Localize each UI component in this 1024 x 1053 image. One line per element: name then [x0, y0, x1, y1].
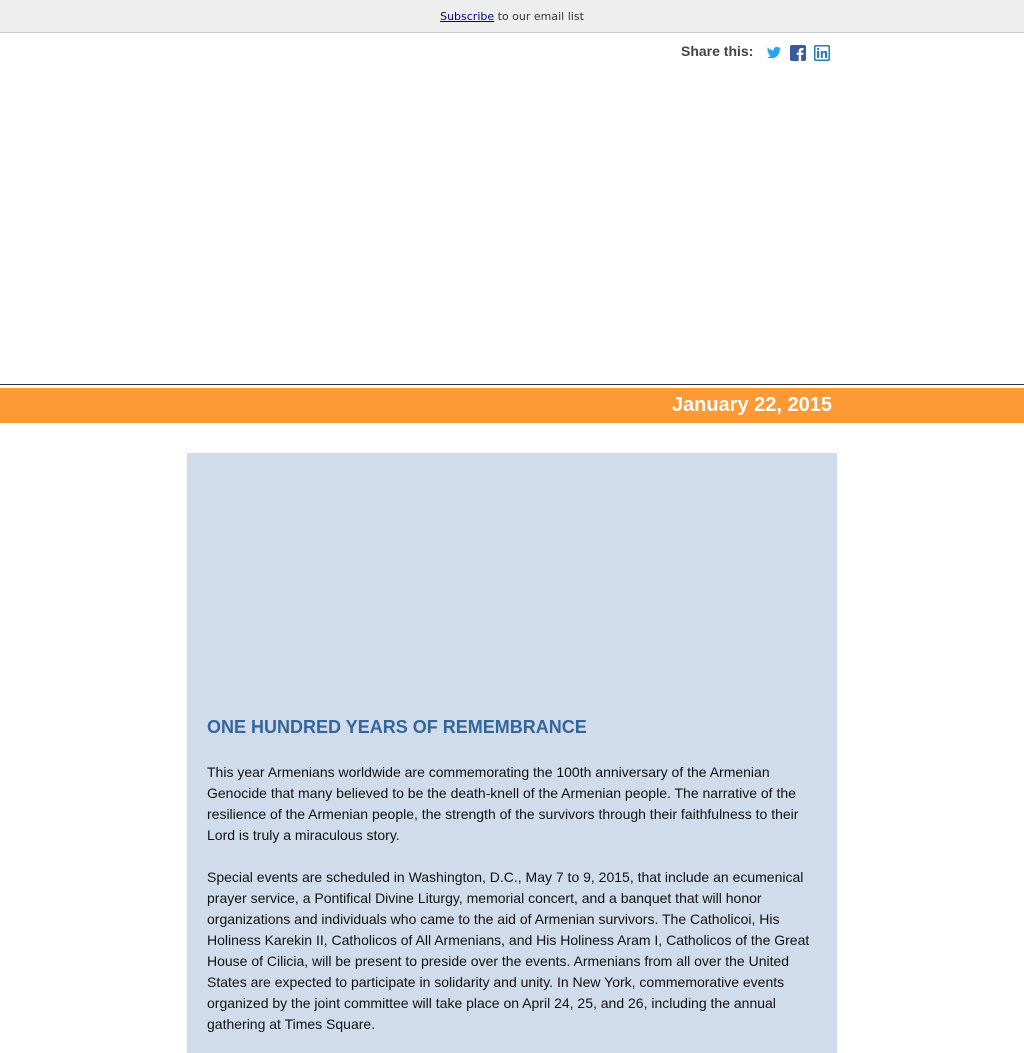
subscribe-bar — [0, 0, 1024, 33]
linkedin-icon[interactable] — [813, 44, 831, 62]
facebook-icon[interactable] — [789, 44, 807, 62]
date-band — [0, 388, 1024, 423]
subscribe-link[interactable]: Subscribe — [440, 10, 495, 23]
issue-date: January 22, 2015 — [671, 394, 832, 416]
header-divider — [0, 384, 1024, 385]
subscribe-suffix-text: to our email list — [494, 10, 584, 23]
article-paragraph: Special events are scheduled in Washington, D.C., May 7 to 9, 2015, that include an ecumenical prayer service, a Pontifical Divine Liturgy, memorial concert, and a banquet that will honor organizations and individuals who came to the aid of Armenian survivors. The Catholicoi, His Holiness Karekin II, Catholicos of All Armenians, and His Holiness Aram I, Catholicos of the Great House of Cilicia, will be present to preside over the events. Armenians from all over the United States are expected to participate in solidarity and unity. In New York, commemorative events organized by the joint committee will take place on April 24, 25, and 26, including the annual gathering at Times Square. — [207, 869, 810, 1032]
twitter-icon[interactable] — [765, 44, 783, 62]
article-paragraph: This year Armenians worldwide are commemorating the 100th anniversary of the Armenian Genocide that many believed to be the death-knell of the Armenian people. The narrative of the resilience of the Armenian people, the strength of the survivors through their faithfulness to their Lord is truly a miraculous story. — [207, 764, 799, 843]
article-headline: ONE HUNDRED YEARS OF REMEMBRANCE — [207, 717, 587, 737]
share-label: Share this: — [681, 43, 754, 59]
article-panel — [187, 453, 837, 1053]
share-bar — [681, 43, 837, 63]
